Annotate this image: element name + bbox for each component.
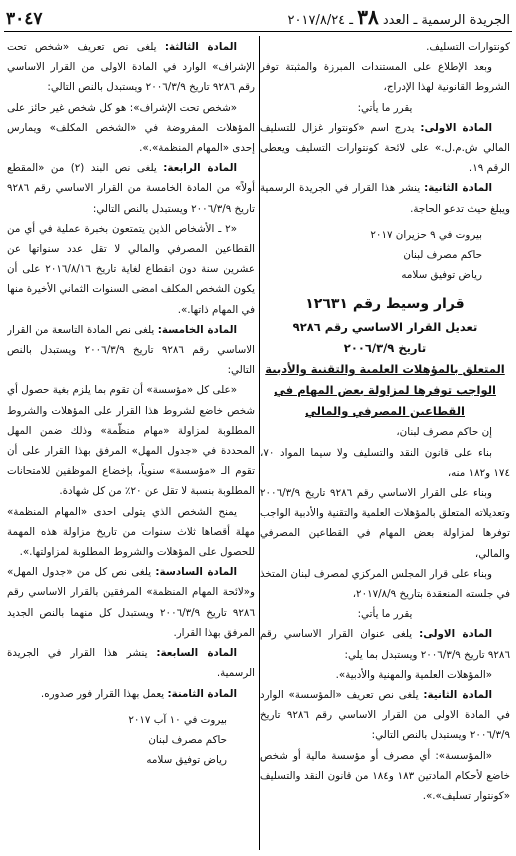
decree-article-8 [7, 684, 255, 704]
gazette-name: الجريدة الرسمية ـ العدد [382, 13, 510, 28]
article-1-title: المادة الاولى: [420, 121, 492, 134]
decree-article-5-title: المادة الخامسة: [157, 323, 237, 336]
left-column [7, 37, 255, 852]
decree-article-1-new-title: «المؤهلات العلمية والمهنية والأدبية». [335, 668, 492, 681]
page-header [6, 3, 510, 29]
gazette-title [288, 5, 510, 29]
signature-title: حاكم مصرف لبنان [403, 249, 482, 262]
decree-article-1 [260, 624, 510, 664]
decree-article-5-definition-1: «على كل «مؤسسة» أن تقوم بما يلزم بغية حصول أي شخص خاضع لشروط هذا القرار على المؤهلات والشروط المطلوبة لمزاولة «مهام منظّمة» وذلك ضمن المهل المحددة في «جدول المهل» المرفق بهذا القرار على أن تقوم الـ «مؤسسة» سنوياً، بإخضاع الموظفين للامتحانات المطلوبة بنسبة لا تقل عن ٢٠٪ من كل شهادة. [7, 384, 255, 498]
decree-article-7-text: ينشر هذا القرار في الجريدة الرسمية. [7, 647, 255, 680]
decree-article-1-text: يلغى عنوان القرار الاساسي رقم ٩٢٨٦ تاريخ ٢٠٠٦/٣/٩ ويستبدل بما يلي: [260, 628, 510, 661]
decree-article-5 [7, 320, 255, 381]
decree-article-2-title: المادة الثانية: [423, 689, 492, 702]
decree-article-2-text: يلغى نص تعريف «المؤسسة» الوارد في المادة الاولى من القرار الاساسي رقم ٩٢٨٦ تاريخ ٢٠٠٦/٣/٩ ويستبدل بالنص التالي: [260, 689, 510, 742]
decree-number: قرار وسيط رقم ١٢٦٣١ [305, 296, 465, 313]
decree-article-2 [260, 685, 510, 746]
article-1 [260, 118, 510, 179]
whereas-3: وبناء على قرار المجلس المركزي لمصرف لبنان المتخذ في جلسته المنعقدة بتاريخ ٢٠١٧/٨/٩، [260, 567, 510, 601]
decree-article-6-text: يلغى نص كل من «جدول المهل» و«لائحة المهام المنظمة» المرفقين بالقرار الاساسي رقم ٩٢٨٦ تاريخ ٢٠٠٦/٣/٩ ويستبدل كل منهما بالنص الجديد المرفق بهذا القرار. [7, 566, 255, 639]
decides-line-2: يقرر ما يأتي: [357, 608, 413, 621]
decree-article-5-definition-2: يمنح الشخص الذي يتولى احدى «المهام المنظمة» مهلة أقصاها ثلاث سنوات من تاريخ مزاولة هذه المهمة للحصول على المؤهلات والشروط المطلوبة لمزاولتها.». [7, 505, 255, 559]
decree-article-6-title: المادة السادسة: [155, 566, 237, 579]
signature-block-2 [7, 710, 255, 771]
article-1-text: يدرج اسم «كونتوار غزال للتسليف المالي ش.م.ل.» على لائحة كونتوارات التسليف ويعطى الرقم ١٩. [260, 121, 510, 175]
governor-line: إن حاكم مصرف لبنان، [396, 426, 492, 439]
whereas-1: بناء على قانون النقد والتسليف ولا سيما المواد ٧٠، ١٧٤ و١٨٢ منه، [260, 446, 510, 479]
intro-paragraph: وبعد الإطلاع على المستندات المبرزة والمثبتة توفر الشروط القانونية لهذا الإدراج، [260, 61, 510, 94]
decree-article-1-title: المادة الاولى: [419, 628, 492, 641]
issue-number: ٣٨ [357, 5, 379, 29]
decree-article-4-definition: «٢ ـ الأشخاص الذين يتمتعون بخبرة عملية في أي من القطاعين المصرفي والمالي لا تقل عدد سنواتها عن عشرين سنة دون انقطاع لغاية تاريخ ٢٠١٦/٨/١٦ على أن يكون الشخص المكلف امضى السنوات الثماني الأخيرة منها في المهام ذاتها.». [7, 222, 255, 316]
continued-text: كونتوارات التسليف. [426, 41, 510, 53]
decides-line: يقرر ما يأتي: [357, 101, 413, 114]
whereas-2: وبناء على القرار الاساسي رقم ٩٢٨٦ تاريخ ٢٠٠٦/٣/٩ وتعديلاته المتعلق بالمؤهلات العلمية والتقنية والأدبية الواجب توفرها لمزاولة بعض المهام في القطاعين المصرفي والمالي، [260, 487, 510, 560]
signature-name-2: رياض توفيق سلامه [146, 754, 227, 767]
article-2 [260, 178, 510, 218]
issue-date: ـ ٢٠١٧/٨/٢٤ [287, 13, 354, 28]
article-2-title: المادة الثانية: [424, 182, 492, 195]
decree-subject-3: المتعلق بالمؤهلات العلمية والتقنية والأدبية الواجب توفرها لمزاولة بعض المهام في القطاعين المصرفي والمالي [265, 362, 505, 419]
signature-date-2: بيروت في ١٠ آب ٢٠١٧ [128, 713, 227, 726]
article-2-text: ينشر هذا القرار في الجريدة الرسمية ويبلغ حيث تدعو الحاجة. [260, 182, 510, 215]
decree-subject-1: تعديل القرار الاساسي رقم ٩٢٨٦ [292, 320, 478, 335]
decree-article-3-title: المادة الثالثة: [164, 41, 238, 53]
decree-article-8-title: المادة الثامنة: [167, 687, 237, 700]
signature-title-2: حاكم مصرف لبنان [148, 733, 227, 746]
header-rule [4, 31, 512, 32]
signature-name: رياض توفيق سلامه [401, 269, 482, 282]
decree-article-6 [7, 562, 255, 643]
decree-article-3 [7, 37, 255, 98]
decree-article-3-text: يلغى نص تعريف «شخص تحت الإشراف» الوارد في المادة الاولى من القرار الاساسي رقم ٩٢٨٦ تاريخ ٢٠٠٦/٣/٩ ويستبدل بالنص التالي: [7, 41, 255, 94]
page-number: ٣٠٤٧ [6, 9, 43, 29]
decree-article-8-text: يعمل بهذا القرار فور صدوره. [40, 687, 165, 700]
decree-article-7-title: المادة السابعة: [156, 647, 237, 660]
decree-article-5-text: يلغى نص المادة التاسعة من القرار الاساسي رقم ٩٢٨٦ تاريخ ٢٠٠٦/٣/٩ ويستبدل بالنص التالي: [7, 323, 255, 377]
signature-block [260, 225, 510, 286]
signature-date: بيروت في ٩ حزيران ٢٠١٧ [370, 228, 482, 241]
decree-article-4-title: المادة الرابعة: [163, 162, 237, 175]
decree-article-3-definition: «شخص تحت الإشراف»: هو كل شخص غير حائز على المؤهلات المفروضة في «الشخص المكلف» ويمارس إحدى «المهام المنظمة».». [7, 101, 255, 155]
decree-subject-2: تاريخ ٢٠٠٦/٣/٩ [343, 341, 427, 356]
right-column [260, 37, 510, 852]
decree-article-4 [7, 158, 255, 219]
decree-article-7 [7, 643, 255, 683]
decree-article-2-definition: «المؤسسة»: أي مصرف أو مؤسسة مالية أو شخص خاضع لأحكام المادتين ١٨٣ و١٨٤ من قانون النقد والتسليف «كونتوار تسليف».». [260, 749, 510, 803]
decree-article-4-text: يلغى نص البند (٢) من «المقطع أولاً» من المادة الخامسة من القرار الاساسي رقم ٩٢٨٦ تاريخ ٢٠٠٦/٣/٩ ويستبدل بالنص التالي: [7, 162, 255, 215]
